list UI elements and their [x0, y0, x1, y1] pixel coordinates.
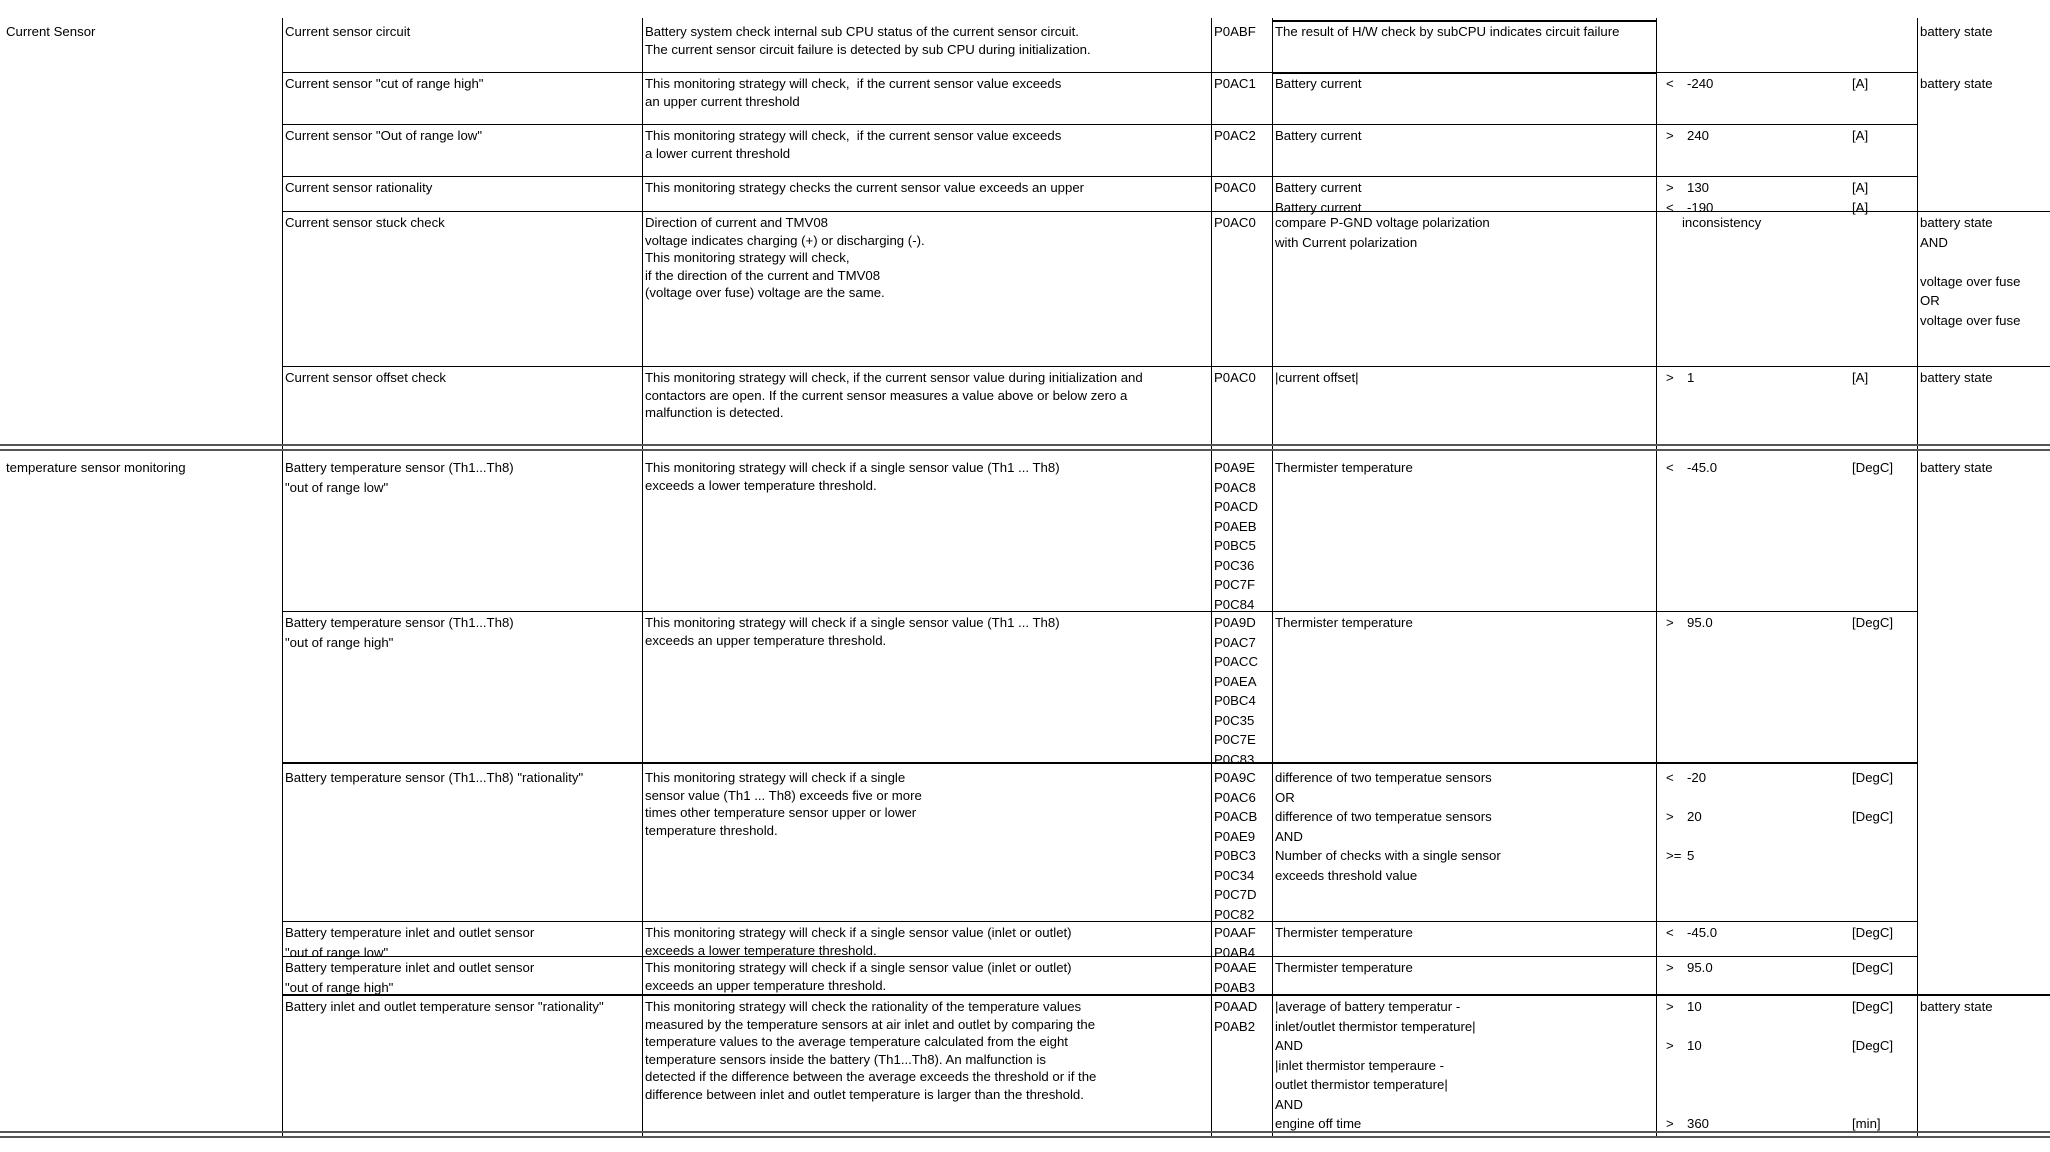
threshold-unit: [DegC]	[1852, 809, 1894, 824]
fault-code: P0AC0	[1214, 215, 1256, 230]
row-divider-bold	[282, 762, 1917, 764]
malfunction-parameter: compare P-GND voltage polarization	[1275, 215, 1490, 230]
threshold-unit: [DegC]	[1852, 960, 1894, 975]
strategy-description: difference between inlet and outlet temperature is larger than the threshold.	[645, 1086, 1084, 1102]
fault-code: P0AC2	[1214, 128, 1256, 143]
group-name: Current Sensor	[6, 24, 96, 39]
strategy-description: times other temperature sensor upper or lower	[645, 805, 917, 820]
fault-code: P0A9E	[1214, 460, 1256, 475]
malfunction-parameter: The result of H/W check by subCPU indicates circuit failure	[1275, 24, 1620, 39]
strategy-description: exceeds an upper temperature threshold.	[645, 977, 887, 993]
threshold-value: 360	[1687, 1116, 1710, 1131]
strategy-description: This monitoring strategy will check, if the current sensor value during initialization and	[645, 370, 1143, 385]
component-name: Current sensor rationality	[285, 180, 433, 195]
malfunction-parameter: Battery current	[1275, 180, 1362, 195]
component-name: "out of range high"	[285, 634, 394, 650]
threshold-value: 240	[1687, 128, 1710, 143]
malfunction-parameter: Battery current	[1275, 128, 1362, 143]
threshold-value: 5	[1687, 848, 1695, 863]
strategy-description: temperature sensors inside the battery (Th1...Th8). An malfunction is	[645, 1051, 1046, 1067]
malfunction-parameter: with Current polarization	[1275, 234, 1418, 250]
fault-code: P0AE9	[1214, 828, 1256, 844]
strategy-description: contactors are open. If the current sensor measures a value above or below zero a	[645, 387, 1128, 403]
malfunction-parameter: Thermister temperature	[1275, 925, 1413, 940]
strategy-description: malfunction is detected.	[645, 405, 784, 420]
threshold-value: -190	[1687, 199, 1714, 215]
strategy-description: Battery system check internal sub CPU status of the current sensor circuit.	[645, 24, 1079, 39]
threshold-unit: [A]	[1852, 128, 1869, 143]
malfunction-parameter: OR	[1275, 789, 1295, 805]
component-name: Battery temperature inlet and outlet sensor	[285, 960, 535, 975]
threshold-value: 130	[1687, 180, 1710, 195]
threshold-operator: >	[1666, 809, 1674, 824]
row-divider	[282, 956, 1917, 957]
fault-code: P0A9D	[1214, 615, 1256, 630]
malfunction-parameter: AND	[1275, 828, 1303, 844]
strategy-description: temperature values to the average temperature calculated from the eight	[645, 1034, 1068, 1049]
threshold-unit: [A]	[1852, 180, 1869, 195]
threshold-operator: >	[1666, 960, 1674, 975]
group-separator	[0, 1131, 2050, 1138]
threshold-value: 20	[1687, 809, 1702, 824]
component-name: "out of range low"	[285, 479, 389, 495]
malfunction-parameter: difference of two temperatue sensors	[1275, 809, 1492, 824]
malfunction-parameter: |current offset|	[1275, 370, 1359, 385]
fault-code: P0AAD	[1214, 999, 1258, 1014]
threshold-unit: [DegC]	[1852, 770, 1894, 785]
threshold-unit: [A]	[1852, 370, 1869, 385]
column-divider	[1211, 18, 1212, 1136]
threshold-operator: <	[1666, 770, 1674, 785]
column-divider	[282, 18, 283, 1136]
component-name: Current sensor "cut of range high"	[285, 76, 484, 91]
component-name: Current sensor offset check	[285, 370, 447, 385]
fault-code: P0C7D	[1214, 887, 1257, 902]
strategy-description: a lower current threshold	[645, 145, 791, 161]
malfunction-parameter: inlet/outlet thermistor temperature|	[1275, 1018, 1476, 1034]
threshold-operator: >=	[1666, 848, 1682, 863]
fault-code: P0AC7	[1214, 634, 1256, 650]
strategy-description: if the direction of the current and TMV08	[645, 267, 881, 283]
enable-condition: battery state	[1920, 370, 1993, 385]
malfunction-parameter: exceeds threshold value	[1275, 867, 1418, 883]
threshold-operator: >	[1666, 615, 1674, 630]
enable-condition: battery state	[1920, 76, 1993, 91]
fault-code: P0AEB	[1214, 518, 1257, 534]
fault-code: P0ABF	[1214, 24, 1256, 39]
fault-code: P0AB2	[1214, 1018, 1256, 1034]
fault-code: P0C84	[1214, 596, 1255, 612]
row-divider	[282, 921, 1917, 922]
threshold-value: 10	[1687, 999, 1702, 1014]
row-divider	[282, 611, 1917, 612]
strategy-description: This monitoring strategy will check if a single sensor value (Th1 ... Th8)	[645, 615, 1060, 630]
strategy-description: This monitoring strategy will check,	[645, 250, 850, 265]
strategy-description: The current sensor circuit failure is detected by sub CPU during initialization.	[645, 41, 1091, 57]
strategy-description: This monitoring strategy checks the current sensor value exceeds an upper	[645, 180, 1085, 195]
component-name: Current sensor "Out of range low"	[285, 128, 483, 143]
threshold-unit: [A]	[1852, 76, 1869, 91]
enable-condition: battery state	[1920, 999, 1993, 1014]
column-divider	[1917, 18, 1918, 1136]
row-divider	[282, 211, 2050, 212]
threshold-value: inconsistency	[1682, 215, 1762, 230]
threshold-value: -240	[1687, 76, 1714, 91]
strategy-description: Direction of current and TMV08	[645, 215, 829, 230]
component-name: Battery temperature sensor (Th1...Th8) "rationality"	[285, 770, 584, 785]
component-name: "out of range high"	[285, 979, 394, 995]
threshold-value: 1	[1687, 370, 1695, 385]
fault-code: P0AAF	[1214, 925, 1256, 940]
fault-code: P0ACD	[1214, 499, 1258, 514]
threshold-value: -20	[1687, 770, 1707, 785]
malfunction-parameter: AND	[1275, 1038, 1303, 1053]
component-name: Battery temperature inlet and outlet sensor	[285, 925, 535, 940]
strategy-description: sensor value (Th1 ... Th8) exceeds five or more	[645, 787, 922, 803]
threshold-unit: [DegC]	[1852, 1038, 1894, 1053]
threshold-operator: >	[1666, 1116, 1674, 1131]
malfunction-parameter: Battery current	[1275, 76, 1362, 91]
component-name: Current sensor stuck check	[285, 215, 445, 230]
strategy-description: voltage indicates charging (+) or discharging (-).	[645, 232, 925, 248]
threshold-unit: [min]	[1852, 1116, 1881, 1131]
enable-condition: AND	[1920, 234, 1948, 250]
malfunction-parameter: difference of two temperatue sensors	[1275, 770, 1492, 785]
strategy-description: detected if the difference between the average exceeds the threshold or if the	[645, 1069, 1097, 1084]
fault-code: P0C34	[1214, 867, 1255, 883]
strategy-description: This monitoring strategy will check if a single sensor value (inlet or outlet)	[645, 960, 1072, 975]
component-name: Battery temperature sensor (Th1...Th8)	[285, 615, 514, 630]
column-divider	[1656, 18, 1657, 1136]
fault-code: P0AC8	[1214, 479, 1256, 495]
component-name: Current sensor circuit	[285, 24, 411, 39]
threshold-operator: >	[1666, 999, 1674, 1014]
row-divider-bold	[282, 994, 2050, 996]
malfunction-parameter: Thermister temperature	[1275, 460, 1413, 475]
malfunction-parameter: Battery current	[1275, 199, 1362, 215]
threshold-operator: <	[1666, 460, 1674, 475]
fault-code: P0C82	[1214, 906, 1255, 922]
enable-condition: battery state	[1920, 215, 1993, 230]
row-divider	[282, 366, 2050, 367]
fault-code: P0AC0	[1214, 180, 1256, 195]
fault-code: P0C36	[1214, 557, 1255, 573]
threshold-unit: [A]	[1852, 199, 1869, 215]
fault-code: P0AB4	[1214, 944, 1256, 960]
malfunction-parameter: |inlet thermistor temperaure -	[1275, 1057, 1445, 1073]
row-divider	[282, 124, 1917, 125]
threshold-value: 95.0	[1687, 960, 1713, 975]
enable-condition: battery state	[1920, 460, 1993, 475]
column-divider	[642, 18, 643, 1136]
threshold-value: 95.0	[1687, 615, 1713, 630]
malfunction-parameter: engine off time	[1275, 1116, 1362, 1131]
row-divider	[282, 72, 1917, 73]
strategy-description: exceeds an upper temperature threshold.	[645, 632, 887, 648]
strategy-description: an upper current threshold	[645, 93, 800, 109]
column-divider	[1272, 18, 1273, 1136]
threshold-operator: <	[1666, 199, 1674, 215]
malfunction-parameter: Number of checks with a single sensor	[1275, 848, 1501, 863]
malfunction-parameter: AND	[1275, 1096, 1303, 1112]
enable-condition: battery state	[1920, 24, 1993, 39]
strategy-description: exceeds a lower temperature threshold.	[645, 942, 877, 958]
enable-condition: voltage over fuse	[1920, 312, 2021, 328]
fault-code: P0C7F	[1214, 577, 1256, 592]
threshold-unit: [DegC]	[1852, 999, 1894, 1014]
fault-code: P0C35	[1214, 712, 1255, 728]
fault-code: P0ACC	[1214, 654, 1258, 669]
fault-code: P0AC0	[1214, 370, 1256, 385]
threshold-unit: [DegC]	[1852, 925, 1894, 940]
fault-code: P0C7E	[1214, 732, 1256, 747]
row-divider	[282, 176, 1917, 177]
fault-code: P0BC4	[1214, 693, 1256, 708]
strategy-description: This monitoring strategy will check if a single sensor value (Th1 ... Th8)	[645, 460, 1060, 475]
group-name: temperature sensor monitoring	[6, 460, 186, 475]
component-name: "out of range low"	[285, 944, 389, 960]
fault-code: P0AAE	[1214, 960, 1257, 975]
component-name: Battery inlet and outlet temperature sensor "rationality"	[285, 999, 604, 1014]
strategy-description: This monitoring strategy will check, if the current sensor value exceeds	[645, 76, 1062, 91]
fault-code: P0BC3	[1214, 848, 1256, 863]
strategy-description: This monitoring strategy will check if a single	[645, 770, 906, 785]
group-separator	[0, 444, 2050, 451]
malfunction-parameter: Thermister temperature	[1275, 960, 1413, 975]
malfunction-parameter: Thermister temperature	[1275, 615, 1413, 630]
fault-code: P0AC6	[1214, 789, 1256, 805]
threshold-value: 10	[1687, 1038, 1702, 1053]
threshold-operator: <	[1666, 925, 1674, 940]
fault-code: P0ACB	[1214, 809, 1258, 824]
threshold-unit: [DegC]	[1852, 615, 1894, 630]
enable-condition: OR	[1920, 293, 1940, 308]
fault-code: P0A9C	[1214, 770, 1256, 785]
fault-code: P0AEA	[1214, 673, 1257, 689]
strategy-description: This monitoring strategy will check if a single sensor value (inlet or outlet)	[645, 925, 1072, 940]
enable-condition: voltage over fuse	[1920, 273, 2021, 289]
strategy-description: measured by the temperature sensors at air inlet and outlet by comparing the	[645, 1016, 1096, 1032]
malfunction-parameter: |average of battery temperatur -	[1275, 999, 1461, 1014]
threshold-operator: >	[1666, 1038, 1674, 1053]
threshold-value: -45.0	[1687, 925, 1718, 940]
strategy-description: This monitoring strategy will check, if the current sensor value exceeds	[645, 128, 1062, 143]
threshold-unit: [DegC]	[1852, 460, 1894, 475]
fault-code: P0AB3	[1214, 979, 1256, 995]
threshold-operator: >	[1666, 180, 1674, 195]
strategy-description: temperature threshold.	[645, 822, 778, 838]
fault-code: P0C83	[1214, 751, 1255, 767]
fault-code: P0AC1	[1214, 76, 1256, 91]
threshold-operator: >	[1666, 128, 1674, 143]
strategy-description: exceeds a lower temperature threshold.	[645, 477, 877, 493]
strategy-description: This monitoring strategy will check the rationality of the temperature values	[645, 999, 1082, 1014]
threshold-operator: >	[1666, 370, 1674, 385]
malfunction-parameter: outlet thermistor temperature|	[1275, 1077, 1448, 1092]
strategy-description: (voltage over fuse) voltage are the same.	[645, 285, 885, 300]
component-name: Battery temperature sensor (Th1...Th8)	[285, 460, 514, 475]
threshold-operator: <	[1666, 76, 1674, 91]
fault-code: P0BC5	[1214, 538, 1256, 553]
threshold-value: -45.0	[1687, 460, 1718, 475]
